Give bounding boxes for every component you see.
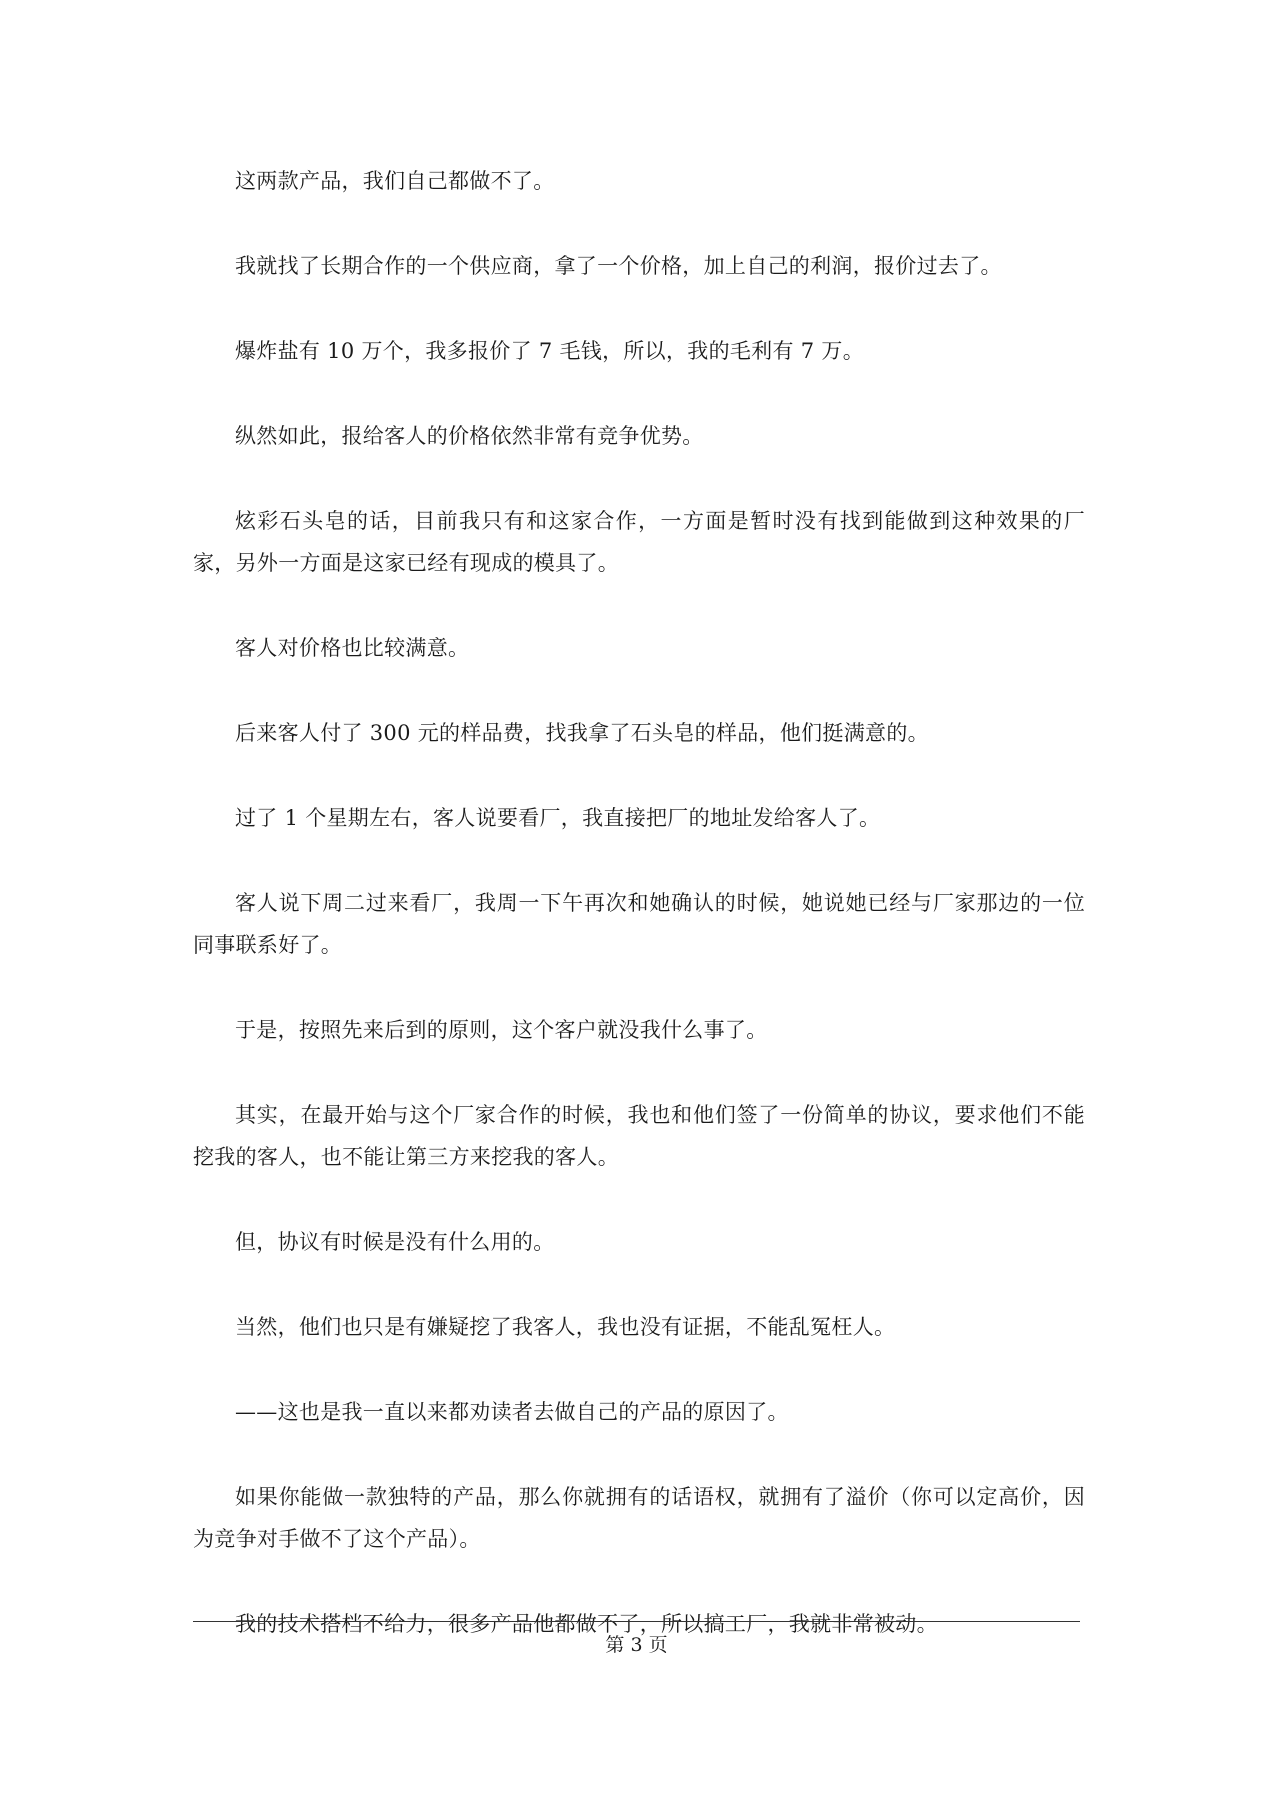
paragraph: 如果你能做一款独特的产品，那么你就拥有的话语权，就拥有了溢价（你可以定高价，因为竞争对手做不了这个产品）。	[193, 1485, 1085, 1551]
paragraph: 其实，在最开始与这个厂家合作的时候，我也和他们签了一份简单的协议，要求他们不能挖我的客人，也不能让第三方来挖我的客人。	[193, 1103, 1085, 1169]
paragraph: 纵然如此，报给客人的价格依然非常有竞争优势。	[235, 424, 704, 448]
paragraph: ——这也是我一直以来都劝读者去做自己的产品的原因了。	[235, 1400, 789, 1424]
paragraph: 于是，按照先来后到的原则，这个客户就没我什么事了。	[235, 1018, 768, 1042]
paragraph: 我的技术搭档不给力，很多产品他都做不了，所以搞工厂，我就非常被动。	[235, 1612, 938, 1636]
paragraph: 炫彩石头皂的话，目前我只有和这家合作，一方面是暂时没有找到能做到这种效果的厂家，另外一方面是这家已经有现成的模具了。	[193, 509, 1085, 575]
page-number: 第 3 页	[605, 1634, 668, 1656]
paragraph: 但，协议有时候是没有什么用的。	[235, 1230, 555, 1254]
paragraph: 这两款产品，我们自己都做不了。	[235, 169, 555, 193]
paragraph: 当然，他们也只是有嫌疑挖了我客人，我也没有证据，不能乱冤枉人。	[235, 1315, 896, 1339]
paragraph: 后来客人付了 300 元的样品费，找我拿了石头皂的样品，他们挺满意的。	[235, 721, 929, 745]
paragraph: 我就找了长期合作的一个供应商，拿了一个价格，加上自己的利润，报价过去了。	[235, 254, 1002, 278]
paragraph: 过了 1 个星期左右，客人说要看厂，我直接把厂的地址发给客人了。	[235, 806, 881, 830]
paragraph: 客人说下周二过来看厂，我周一下午再次和她确认的时候，她说她已经与厂家那边的一位同事联系好了。	[193, 891, 1085, 957]
page-body	[193, 160, 1085, 1688]
footer-divider	[193, 1621, 1080, 1622]
paragraph: 客人对价格也比较满意。	[235, 636, 470, 660]
paragraph: 爆炸盐有 10 万个，我多报价了 7 毛钱，所以，我的毛利有 7 万。	[235, 339, 864, 363]
